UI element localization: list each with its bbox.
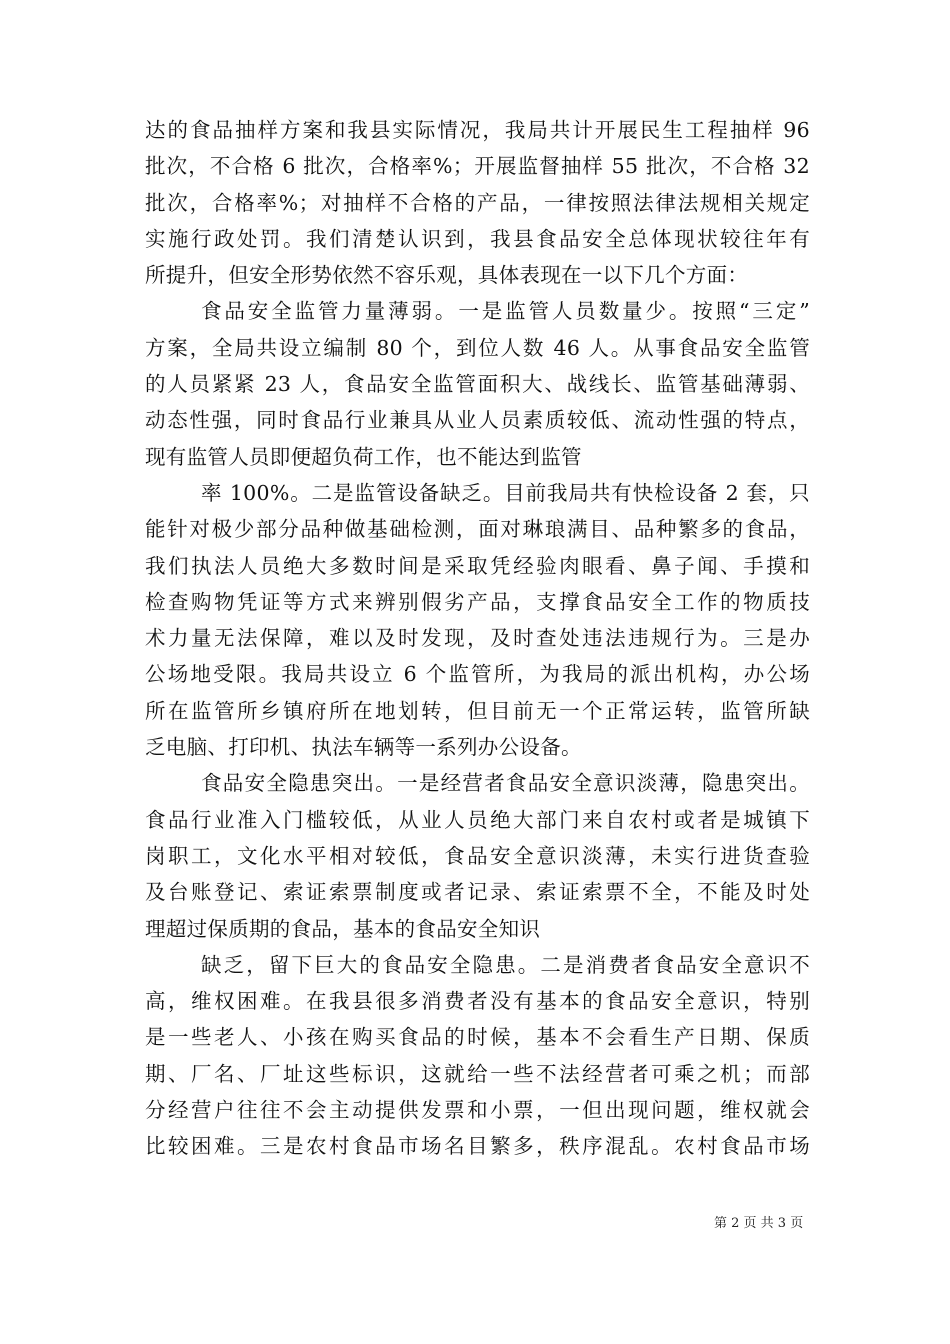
document-body — [145, 112, 810, 1165]
text-line: 所在监管所乡镇府所在地划转，但目前无一个正常运转，监管所缺 — [145, 698, 810, 723]
text-line: 公场地受限。我局共设立 6 个监管所，为我局的派出机构，办公场 — [145, 662, 810, 687]
text-line: 能针对极少部分品种做基础检测，面对琳琅满目、品种繁多的食品， — [145, 517, 810, 542]
text-line: 期、厂名、厂址这些标识，这就给一些不法经营者可乘之机；而部 — [145, 1061, 810, 1086]
text-line: 的人员紧紧 23 人，食品安全监管面积大、战线长、监管基础薄弱、 — [145, 372, 810, 397]
text-line: 岗职工，文化水平相对较低，食品安全意识淡薄，未实行进货查验 — [145, 843, 810, 868]
text-line: 动态性强，同时食品行业兼具从业人员素质较低、流动性强的特点， — [145, 408, 810, 433]
text-line: 分经营户往往不会主动提供发票和小票，一但出现问题，维权就会 — [145, 1098, 810, 1123]
text-line: 乏电脑、打印机、执法车辆等一系列办公设备。 — [145, 735, 582, 760]
text-line: 达的食品抽样方案和我县实际情况，我局共计开展民生工程抽样 96 — [145, 118, 810, 142]
text-line: 理超过保质期的食品，基本的食品安全知识 — [145, 916, 541, 941]
text-line: 我们执法人员绝大多数时间是采取凭经验肉眼看、鼻子闻、手摸和 — [145, 553, 810, 578]
paragraph-start-line: 缺乏，留下巨大的食品安全隐患。二是消费者食品安全意识不 — [201, 952, 810, 977]
text-line: 批次，不合格 6 批次，合格率%；开展监督抽样 55 批次，不合格 32 — [145, 154, 810, 179]
text-line: 现有监管人员即便超负荷工作，也不能达到监管 — [145, 444, 582, 469]
text-line: 所提升，但安全形势依然不容乐观，具体表现在一以下几个方面： — [145, 263, 749, 288]
text-line: 食品行业准入门槛较低，从业人员绝大部门来自农村或者是城镇下 — [145, 807, 810, 832]
text-line: 术力量无法保障，难以及时发现，及时查处违法违规行为。三是办 — [145, 626, 810, 651]
text-line: 高，维权困难。在我县很多消费者没有基本的食品安全意识，特别 — [145, 989, 810, 1014]
paragraph-start-line: 率 100%。二是监管设备缺乏。目前我局共有快检设备 2 套，只 — [201, 480, 810, 505]
paragraph-start-line: 食品安全监管力量薄弱。一是监管人员数量少。按照“三定” — [201, 299, 810, 324]
text-line: 及台账登记、索证索票制度或者记录、索证索票不全，不能及时处 — [145, 880, 810, 905]
text-line: 是一些老人、小孩在购买食品的时候，基本不会看生产日期、保质 — [145, 1025, 810, 1050]
text-line: 批次，合格率%；对抽样不合格的产品，一律按照法律法规相关规定 — [145, 190, 810, 215]
page-number: 第 2 页 共 3 页 — [714, 1216, 804, 1231]
text-line: 方案，全局共设立编制 80 个，到位人数 46 人。从事食品安全监管 — [145, 335, 810, 360]
paragraph-start-line: 食品安全隐患突出。一是经营者食品安全意识淡薄，隐患突出。 — [201, 771, 810, 796]
text-line: 实施行政处罚。我们清楚认识到，我县食品安全总体现状较往年有 — [145, 226, 810, 251]
text-line: 比较困难。三是农村食品市场名目繁多，秩序混乱。农村食品市场 — [145, 1134, 810, 1159]
text-line: 检查购物凭证等方式来辨别假劣产品，支撑食品安全工作的物质技 — [145, 589, 810, 614]
